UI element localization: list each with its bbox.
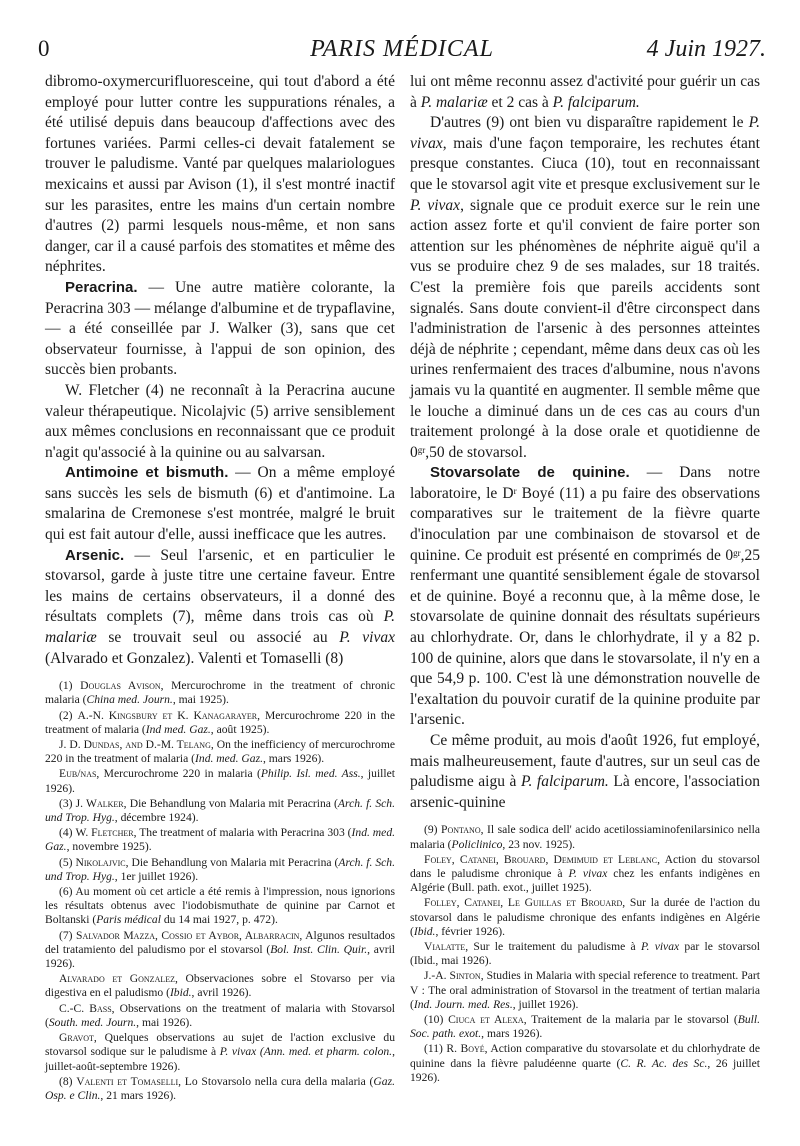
paragraph-fletcher: W. Fletcher (4) ne reconnaît à la Peracrina aucune valeur thérapeutique. Nicolajvic (5) arrive sensiblement aux mêmes conclusions en reconnaissant que ce produit n'agit qu'associé à la quinine ou au salvarsan. [45,381,395,461]
footnote: (1) Douglas Avison, Mercurochrome in the treatment of chronic malaria (China med. Journ., mai 1925). [45,679,395,707]
paragraph-falciparum: Ce même produit, au mois d'août 1926, fut employé, mais malheureusement, faute d'autres, sur un seul cas de paludisme aigu à P. falciparum. Là encore, l'association arsenic-quinine [410,732,760,811]
footnote: Gravot, Quelques observations au sujet de l'action exclusive du stovarsol sodique sur le paludisme à P. vivax (Ann. med. et pharm. colon., juillet-août-septembre 1926). [45,1031,395,1073]
section-heading-stovarsolate: Stovarsolate de quinine. [430,464,630,482]
footnote: J. D. Dundas, and D.-M. Telang, On the inefficiency of mercurochrome 220 in the treatment of malaria (Ind. med. Gaz., mars 1926). [45,738,396,766]
footnotes-left [45,679,395,1103]
left-column [45,72,395,1104]
section-heading-arsenic: Arsenic. [65,546,125,564]
footnote: (4) W. Fletcher, The treatment of malaria with Peracrina 303 (Ind. med. Gaz., novembre 1925). [45,826,396,854]
paragraph-ciuca: D'autres (9) ont bien vu disparaître rapidement le P. vivax, mais d'une façon temporaire, les rechutes étant presque constantes. Ciuca (10), tout en reconnaissant que le stovarsol agit vite et presque exclusivement sur le P. vivax, signale que ce produit exerce sur le rein une action assez forte et qu'il convient de faire porter son attention sur les phénomènes de néphrite aiguë qu'il a vus se produire chez 9 de ses malades, sur 18 traités. C'est la première fois que pareils accidents sont signalés. Sans doute convient-il d'être circonspect dans l'administration de l'arsenic à des personnes atteintes déjà de néphrite ; cependant, même dans deux cas où les urines renfermaient des traces d'albumine, nous n'avons jamais vu la quantité en augmenter. Il semble même que le louche a diminué dans un de ces cas au cours d'un traitement prolongé à la dose orale et quotidienne de $0^{gr},50$ de stovarsol. [410,114,760,461]
footnote: (3) J. Walker, Die Behandlung von Malaria mit Peracrina (Arch. f. Sch. und Trop. Hyg., décembre 1924). [45,796,395,825]
footnotes-right [410,823,760,1085]
footnote: (6) Au moment où cet article a été remis à l'impression, nous ignorions les résultats obtenus avec l'iodobismuthate de quinine par Carnot et Boltanski (Paris médical du 14 mai 1927, p. 472). [45,885,395,927]
footnote: Eub/nas, Mercurochrome 220 in malaria (Philip. Isl. med. Ass., juillet 1926). [45,767,395,795]
paragraph-stovarsolate: Stovarsolate de quinine. — Dans notre laboratoire, le $D^r$ Boyé (11) a pu faire des observations comparatives sur le traitement de la fièvre quarte d'inoculation par une combinaison de stovarsol et de quinine. Ce produit est présenté en comprimés de $0^{gr},25$ renfermant une quantité sensiblement égale de stovarsol et de quinine. Boyé a reconnu que, à la même dose, le stovarsolate de quinine donnait des résultats supérieurs au chlorhydrate. Or, dans le chlorhydrate, il y a 82 p. 100 de quinine, alors que dans le stovarsolate, il n'y en a que 54,9 p. 100. C'est là une démonstration nouvelle de l'exaltation du pouvoir curatif de la quinine produite par l'arsenic. [410,464,761,729]
page-number: 0 [38,36,50,61]
paragraph-peracrina: Peracrina. — Une autre matière colorante, la Peracrina 303 — mélange d'albumine et de trypaflavine, — a été conseillée par J. Walker (3), sans que cet observateur fournisse, à l'appui de son opinion, des succès bien probants. [45,278,395,379]
footnote: Foley, Catanei, Brouard, Demimuid et Leblanc, Action du stovarsol dans le paludisme chronique à P. vivax chez les enfants indigènes en Algérie (Bull. path. exot., juillet 1925). [410,852,761,895]
footnote: Vialatte, Sur le traitement du paludisme à P. vivax par le stovarsol (Ibid., mai 1926). [410,940,761,968]
footnote: C.-C. Bass, Observations on the treatment of malaria with Stovarsol (South. med. Journ., mai 1926). [45,1001,395,1029]
journal-title: PARIS MÉDICAL [310,36,494,62]
section-heading-peracrina: Peracrina. [65,278,138,296]
page-header [38,36,766,66]
footnote: (7) Salvador Mazza, Cossio et Aybor, Albarracin, Algunos resultados del tratamiento del paludismo por el stovarsol (Bol. Inst. Clin. Quir., avril 1926). [45,928,396,971]
footnote: (9) Pontano, Il sale sodica dell' acido acetilossiaminofenilarsinico nella malaria (Policlinico, 23 nov. 1925). [410,823,760,851]
footnote: J.-A. Sinton, Studies in Malaria with special reference to treatment. Part V : The oral administration of Stovarsol in the treatment of tertian malaria (Ind. Journ. med. Res., juillet 1926). [410,969,760,1011]
paragraph-arsenic: Arsenic. — Seul l'arsenic, et en particulier le stovarsol, garde à juste titre une certaine faveur. Entre les mains de certains observateurs, il a donné des résultats complets (7), même dans trois cas où P. malariæ se trouvait seul ou associé au P. vivax (Alvarado et Gonzalez). Valenti et Tomaselli (8) [45,546,395,667]
footnote: (11) R. Boyé, Action comparative du stovarsolate et du chlorhydrate de quinine dans la fièvre paludéenne quarte (C. R. Ac. des Sc., 26 juillet 1926). [410,1042,761,1084]
footnote: (10) Ciuca et Alexa, Traitement de la malaria par le stovarsol (Bull. Soc. path. exot., mars 1926). [410,1013,760,1041]
paragraph-valenti-continued: lui ont même reconnu assez d'activité pour guérir un cas à P. malariæ et 2 cas à P. falciparum. [410,73,760,111]
footnote: (8) Valenti et Tomaselli, Lo Stovarsolo nella cura della malaria (Gaz. Osp. e Clin., 21 mars 1926). [45,1074,396,1102]
footnote: (2) A.-N. Kingsbury et K. Kanagarayer, Mercurochrome 220 in the treatment of malaria (Ind med. Gaz., août 1925). [45,708,395,736]
issue-date: 4 Juin 1927. [646,36,766,62]
paragraph-antimoine: Antimoine et bismuth. — On a même employé sans succès les sels de bismuth (6) et d'antimoine. La smalarina de Cremonese s'est montrée, malgré le bruit qui est fait autour d'elle, aussi inefficace que les autres. [45,464,395,544]
paragraph-mercurochrome: dibromo-oxymercurifluoresceine, qui tout d'abord a été employé pour lutter contre les suppurations rénales, a été utilisé depuis dans beaucoup d'affections avec des fortunes variées. Parmi celles-ci devait fatalement se trouver le paludisme. Vanté par quelques malariologues mexicains et aussi par Avison (1), il s'est montré inactif sur les parasites, entre les mains d'un certain nombre d'autres (2) parmi lesquels nous-même, et non sans danger, car il a causé parfois des stomatites et même des néphrites. [45,73,395,276]
footnote: Alvarado et Gonzalez, Observaciones sobre el Stovarso per via digestiva en el paludismo (Ibid., avril 1926). [45,972,395,1000]
footnote: (5) Nikolajvic, Die Behandlung von Malaria mit Peracrina (Arch. f. Sch. und Trop. Hyg., 1er juillet 1926). [45,855,395,883]
section-heading-antimoine: Antimoine et bismuth. [65,464,229,482]
footnote: Folley, Catanei, Le Guillas et Brouard, Sur la durée de l'action du stovarsol dans le paludisme chronique des enfants indigènes en Algérie (Ibid., février 1926). [410,896,760,938]
right-column [410,72,760,1086]
